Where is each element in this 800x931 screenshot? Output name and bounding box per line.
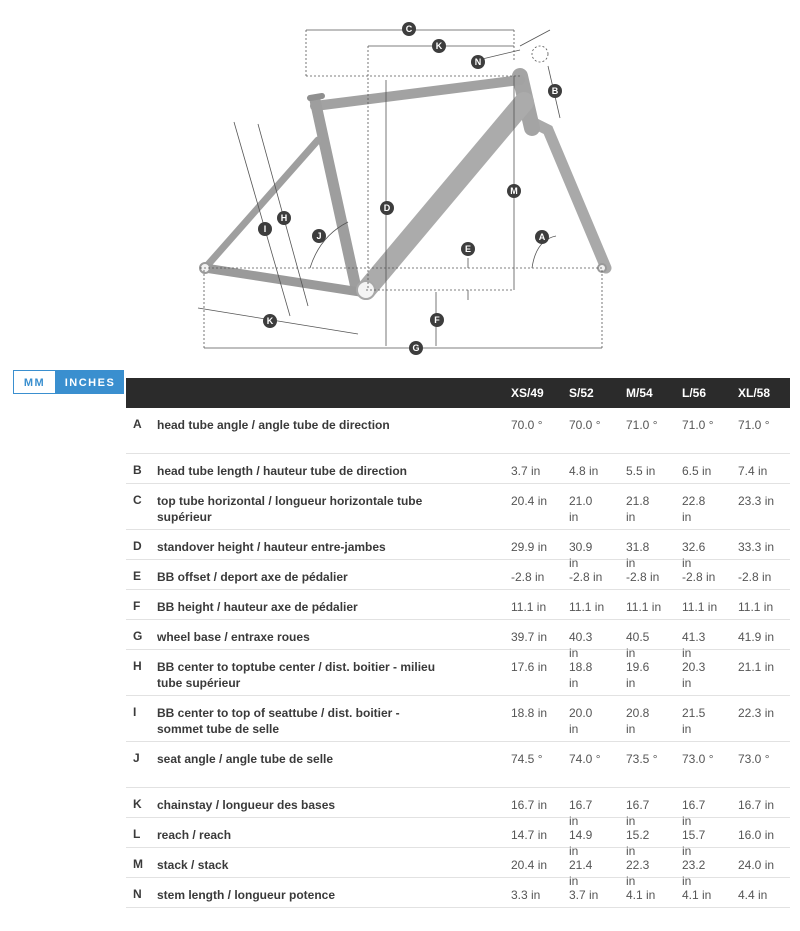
label-c-badge [402,22,416,36]
table-row [126,742,790,788]
down-tube [366,102,524,290]
row-value: 11.1 in [738,600,774,614]
top-tube [315,80,520,106]
row-value: 30.9 in [569,540,593,570]
frame-geometry-diagram [0,0,800,370]
row-value: 5.5 in [626,464,656,478]
table-row [126,620,790,660]
row-value: 40.3 in [569,630,593,660]
row-value: -2.8 in [738,570,772,584]
row-value: 41.3 in [682,630,706,660]
seatpost-collar [310,96,322,98]
row-label: BB height / hauteur axe de pédalier [157,600,358,614]
size-header-xl58: XL/58 [738,386,771,400]
label-m-badge [507,184,521,198]
row-value: 14.7 in [511,828,548,842]
row-value: 31.8 in [626,540,650,570]
row-value: 73.0 ° [738,752,770,766]
label-a: A [538,232,546,242]
label-b-badge [548,84,562,98]
row-value: 11.1 in [626,600,662,614]
table-row [126,484,790,530]
row-value: 20.8 in [626,706,650,736]
row-code: B [133,463,142,477]
table-row [126,848,790,888]
unit-toggle [13,370,124,394]
table-row [126,696,790,742]
table-row [126,788,790,828]
row-value: 22.3 in [738,706,775,720]
row-code: D [133,539,142,553]
label-d: D [383,203,391,213]
size-header-m54: M/54 [626,386,653,400]
row-value: 74.0 ° [569,752,601,766]
row-value: 70.0 ° [511,418,543,432]
row-code: A [133,417,142,431]
row-code: K [133,797,142,811]
row-value: 19.6 in [626,660,650,690]
row-value: 18.8 in [569,660,593,690]
table-row [126,590,790,620]
row-value: 21.5 in [682,706,706,736]
label-i-badge [258,222,272,236]
label-a-badge [535,230,549,244]
row-value: 20.3 in [682,660,706,690]
row-value: -2.8 in [626,570,660,584]
label-g: G [412,343,420,353]
row-label: reach / reach [157,828,232,842]
row-value: 71.0 ° [738,418,770,432]
label-f-badge [430,313,444,327]
row-value: 16.0 in [738,828,775,842]
geometry-table [126,378,790,908]
label-j: J [316,231,322,241]
table-row [126,878,790,908]
unit-inches-button[interactable]: INCHES [56,370,124,394]
size-header-l56: L/56 [682,386,707,400]
label-d-badge [380,201,394,215]
row-label: BB offset / deport axe de pédalier [157,570,348,584]
row-value: 70.0 ° [569,418,601,432]
row-value: 6.5 in [682,464,712,478]
label-h-badge [277,211,291,225]
row-value: 71.0 ° [682,418,714,432]
row-code: H [133,659,142,673]
label-f: F [434,315,440,325]
row-value: 16.7 in [511,798,548,812]
row-value: 40.5 in [626,630,650,660]
row-code: F [133,599,141,613]
label-g-badge [409,341,423,355]
label-l: K [435,41,443,51]
row-value: 22.3 in [626,858,650,888]
row-value: 33.3 in [738,540,775,554]
dimension-lines [198,30,604,350]
table-row [126,818,790,858]
row-label: standover height / hauteur entre-jambes [157,540,386,554]
row-value: 20.0 in [569,706,593,736]
unit-mm-button[interactable]: MM [13,370,56,394]
row-value: 32.6 in [682,540,706,570]
table-row [126,650,790,696]
row-label: head tube angle / angle tube de direction [157,418,390,432]
row-value: 11.1 in [682,600,718,614]
row-label: head tube length / hauteur tube de direction [157,464,408,478]
row-value: 23.2 in [682,858,706,888]
row-value: 4.1 in [626,888,656,902]
row-value: 73.5 ° [626,752,658,766]
row-value: 22.8 in [682,494,706,524]
label-n-badge [471,55,485,69]
row-value: 7.4 in [738,464,768,478]
row-value: 20.4 in [511,494,548,508]
row-value: 21.0 in [569,494,593,524]
row-value: 29.9 in [511,540,548,554]
row-value: 15.7 in [682,828,706,858]
row-value: 21.8 in [626,494,650,524]
table-row [126,454,790,484]
row-value: 16.7 in [626,798,650,828]
size-header-s52: S/52 [569,386,594,400]
row-value: 4.8 in [569,464,599,478]
row-label: top tube horizontal / longueur horizontale tube supérieur [157,494,423,524]
label-b: B [551,86,559,96]
label-k-badge [263,314,277,328]
row-code: N [133,887,142,901]
label-h: H [280,213,288,223]
seat-stay [205,140,318,268]
row-label: stack / stack [157,858,229,872]
seat-tube [315,100,356,288]
label-n: N [474,57,482,67]
label-i: I [263,224,267,234]
row-value: 20.4 in [511,858,548,872]
row-code: M [133,857,143,871]
table-row [126,408,790,454]
row-label: wheel base / entraxe roues [157,630,310,644]
row-label: BB center to toptube center / dist. boitier - milieu tube supérieur [157,660,436,690]
row-code: L [133,827,141,841]
label-k: K [266,316,274,326]
label-l-badge [432,39,446,53]
row-code: J [133,751,140,765]
chain-stay [205,268,360,292]
row-code: E [133,569,142,583]
row-value: 11.1 in [511,600,547,614]
row-value: 18.8 in [511,706,548,720]
row-code: C [133,493,142,507]
bike-frame [200,76,606,299]
row-value: 24.0 in [738,858,775,872]
row-value: 4.4 in [738,888,768,902]
row-value: -2.8 in [682,570,716,584]
table-row [126,530,790,570]
label-c: C [405,24,413,34]
row-value: 21.1 in [738,660,775,674]
row-code: I [133,705,137,719]
row-value: 17.6 in [511,660,548,674]
row-value: 16.7 in [682,798,706,828]
row-value: 3.3 in [511,888,541,902]
row-value: 3.7 in [569,888,599,902]
row-value: 11.1 in [569,600,605,614]
row-value: 3.7 in [511,464,541,478]
row-value: 71.0 ° [626,418,658,432]
row-value: 14.9 in [569,828,593,858]
row-value: -2.8 in [569,570,603,584]
label-m: M [510,186,518,196]
table-body [126,408,790,908]
row-value: 16.7 in [569,798,593,828]
row-label: stem length / longueur potence [157,888,336,902]
label-e-badge [461,242,475,256]
row-label: seat angle / angle tube de selle [157,752,334,766]
table-header [126,378,790,408]
row-value: 41.9 in [738,630,775,644]
row-value: -2.8 in [511,570,545,584]
label-e: E [464,244,472,254]
label-j-badge [312,229,326,243]
row-value: 16.7 in [738,798,775,812]
row-value: 73.0 ° [682,752,714,766]
row-label: chainstay / longueur des bases [157,798,336,812]
row-value: 21.4 in [569,858,593,888]
row-value: 39.7 in [511,630,548,644]
size-header-xs49: XS/49 [511,386,544,400]
row-code: G [133,629,143,643]
row-value: 15.2 in [626,828,650,858]
row-value: 4.1 in [682,888,712,902]
row-value: 23.3 in [738,494,775,508]
row-label: BB center to top of seattube / dist. boitier - sommet tube de selle [157,706,400,736]
table-row [126,560,790,590]
row-value: 74.5 ° [511,752,543,766]
